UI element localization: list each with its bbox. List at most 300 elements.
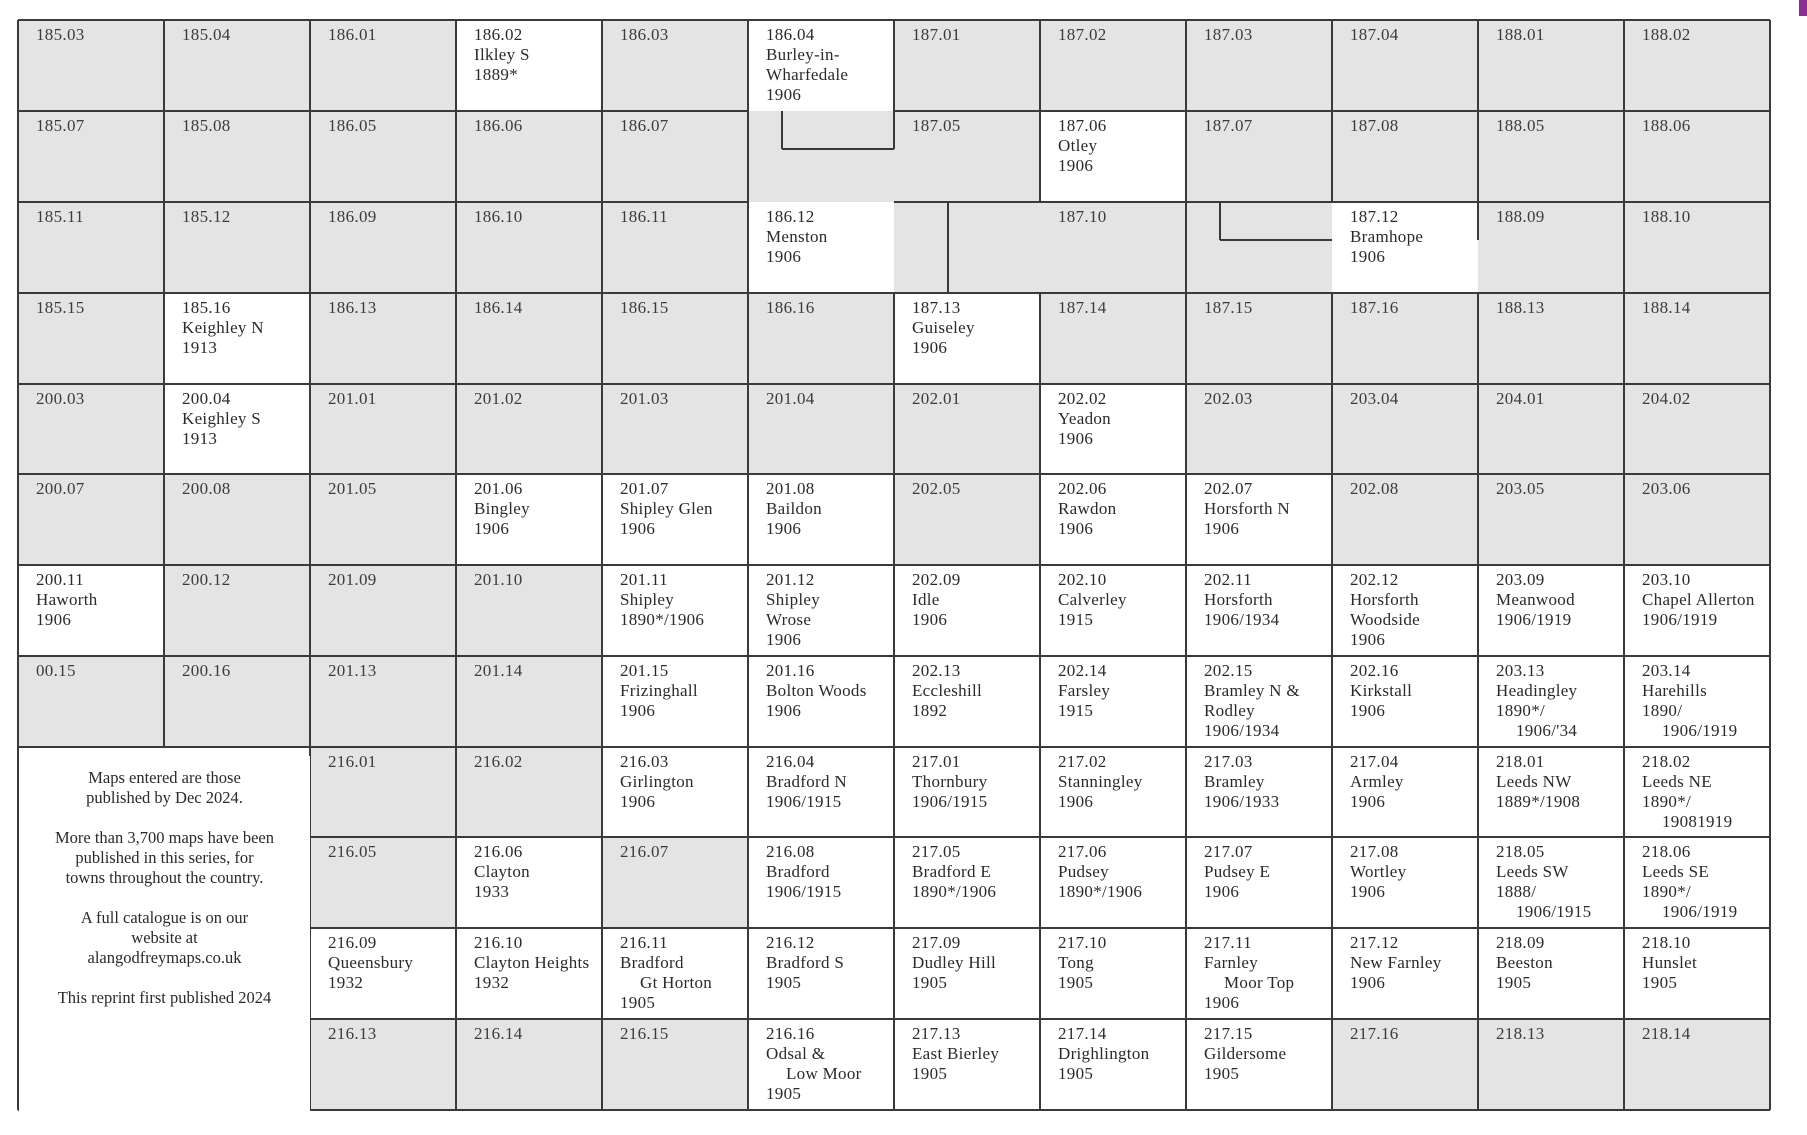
sheet-cell <box>602 111 748 202</box>
grid-line <box>1039 293 1041 1110</box>
sheet-number: 216.05 <box>328 842 377 861</box>
sheet-cell <box>894 20 1040 111</box>
sheet-cell <box>1478 202 1624 293</box>
sheet-cell <box>894 293 1040 384</box>
sheet-number: 217.12 <box>1350 933 1399 952</box>
sheet-number: 216.09 <box>328 933 377 952</box>
website-link[interactable]: alangodfreymaps.co.uk <box>87 948 242 967</box>
notes-panel <box>19 756 310 1111</box>
sheet-cell <box>748 293 894 384</box>
sheet-number: 204.02 <box>1642 389 1691 408</box>
sheet-number: 202.07 <box>1204 479 1253 498</box>
sheet-number: 201.12 <box>766 570 815 589</box>
sheet-cell <box>894 384 1040 474</box>
sheet-year: 1889* <box>474 65 518 84</box>
sheet-number: 186.09 <box>328 207 377 226</box>
sheet-place: Baildon <box>766 499 822 518</box>
sheet-number: 188.09 <box>1496 207 1545 226</box>
sheet-place: Beeston <box>1496 953 1553 972</box>
grid-line <box>1477 293 1479 1110</box>
sheet-year: 1905 <box>1642 973 1678 992</box>
sheet-cell <box>1624 111 1770 202</box>
sheet-number: 217.11 <box>1204 933 1252 952</box>
sheet-year: 1906/1919 <box>1662 902 1738 921</box>
sheet-place: Clayton Heights <box>474 953 590 972</box>
sheet-year: 1890*/1906 <box>620 610 705 629</box>
sheet-cell <box>310 20 456 111</box>
sheet-year: 1915 <box>1058 701 1094 720</box>
grid-line <box>18 201 748 203</box>
sheet-year: 1906 <box>1204 882 1240 901</box>
sheet-place: Bramley N & <box>1204 681 1300 700</box>
sheet-place: Bradford N <box>766 772 847 791</box>
sheet-number: 186.12 <box>766 207 815 226</box>
sheet-place: Horsforth N <box>1204 499 1290 518</box>
sheet-number <box>766 116 894 136</box>
sheet-place: Armley <box>1350 772 1404 791</box>
sheet-place: Eccleshill <box>912 681 983 700</box>
sheet-place: Kirkstall <box>1350 681 1413 700</box>
note-line: website at <box>131 928 198 947</box>
sheet-cell <box>456 837 602 928</box>
sheet-year: 1906/1919 <box>1662 721 1738 740</box>
sheet-place: Girlington <box>620 772 694 791</box>
sheet-number: 200.03 <box>36 389 85 408</box>
sheet-year: 1906 <box>912 610 948 629</box>
sheet-cell <box>18 565 164 656</box>
sheet-number: 201.01 <box>328 389 377 408</box>
sheet-number: 202.05 <box>912 479 961 498</box>
sheet-year: 19081919 <box>1662 812 1733 831</box>
sheet-year: 1906 <box>1058 429 1094 448</box>
sheet-number: 187.13 <box>912 298 961 317</box>
sheet-place: Clayton <box>474 862 530 881</box>
sheet-cell <box>602 1019 748 1110</box>
sheet-number: 217.08 <box>1350 842 1399 861</box>
sheet-year: 1906/1934 <box>1204 610 1280 629</box>
sheet-number: 188.06 <box>1642 116 1691 135</box>
sheet-number: 186.07 <box>620 116 669 135</box>
sheet-year: 1906/1915 <box>1516 902 1592 921</box>
sheet-number: 217.07 <box>1204 842 1253 861</box>
sheet-cell <box>1186 837 1332 928</box>
sheet-cell <box>18 111 164 202</box>
sheet-cell <box>1624 384 1770 474</box>
sheet-year: 1906 <box>1058 156 1094 175</box>
sheet-cell <box>18 656 164 747</box>
sheet-year: 1906/1919 <box>1496 610 1572 629</box>
sheet-number: 187.08 <box>1350 116 1399 135</box>
sheet-cell <box>456 111 602 202</box>
sheet-year: 1915 <box>1058 610 1094 629</box>
sheet-number: 188.14 <box>1642 298 1691 317</box>
sheet-cell <box>1040 293 1186 384</box>
sheet-number: 217.04 <box>1350 752 1399 771</box>
sheet-cell <box>456 202 602 293</box>
sheet-cell <box>1186 474 1332 565</box>
sheet-cell <box>310 293 456 384</box>
sheet-place: Horsforth <box>1204 590 1273 609</box>
sheet-year: 1932 <box>474 973 510 992</box>
sheet-cell <box>164 384 310 474</box>
sheet-place: East Bierley <box>912 1044 1000 1063</box>
sheet-cell <box>456 20 602 111</box>
sheet-number: 201.08 <box>766 479 815 498</box>
sheet-year: 1906/1915 <box>912 792 988 811</box>
sheet-place: 1890/ <box>1642 701 1683 720</box>
sheet-cell <box>456 656 602 747</box>
sheet-place: Bramley <box>1204 772 1265 791</box>
sheet-number: 217.01 <box>912 752 961 771</box>
sheet-place: Meanwood <box>1496 590 1575 609</box>
sheet-number: 185.16 <box>182 298 231 317</box>
sheet-cell <box>18 384 164 474</box>
sheet-year: 1905 <box>766 973 802 992</box>
sheet-number: 203.10 <box>1642 570 1691 589</box>
sheet-number: 187.02 <box>1058 25 1107 44</box>
sheet-place: Wharfedale <box>766 65 849 84</box>
sheet-number: 218.13 <box>1496 1024 1545 1043</box>
sheet-year: 1906 <box>912 338 948 357</box>
sheet-year: 1906 <box>620 792 656 811</box>
sheet-number: 202.16 <box>1350 661 1399 680</box>
sheet-year: 1906 <box>766 630 802 649</box>
sheet-cell <box>164 565 310 656</box>
grid-line <box>893 20 895 149</box>
sheet-year: 1906 <box>1204 519 1240 538</box>
sheet-cell <box>894 202 1040 293</box>
sheet-number: 216.01 <box>328 752 377 771</box>
sheet-place: Gildersome <box>1204 1044 1287 1063</box>
sheet-place: Rawdon <box>1058 499 1117 518</box>
sheet-number: 200.12 <box>182 570 231 589</box>
sheet-cell <box>602 293 748 384</box>
sheet-cell <box>456 1019 602 1110</box>
sheet-cell <box>1624 202 1770 293</box>
grid-line <box>947 202 949 293</box>
grid-line <box>1331 293 1333 1110</box>
note-published <box>19 768 310 808</box>
sheet-cell <box>164 202 310 293</box>
sheet-place: Bradford <box>766 862 830 881</box>
sheet-cell <box>602 656 748 747</box>
sheet-cell <box>1478 293 1624 384</box>
sheet-cell <box>748 928 894 1019</box>
sheet-cell <box>164 474 310 565</box>
sheet-cell <box>456 928 602 1019</box>
sheet-number: 200.16 <box>182 661 231 680</box>
sheet-cell <box>1478 20 1624 111</box>
sheet-place: Leeds NE <box>1642 772 1712 791</box>
sheet-year: 1913 <box>182 338 218 357</box>
sheet-cell <box>1186 111 1332 202</box>
sheet-place: Horsforth <box>1350 590 1419 609</box>
sheet-number: 201.03 <box>620 389 669 408</box>
sheet-cell <box>310 747 456 837</box>
sheet-number: 202.13 <box>912 661 961 680</box>
sheet-cell <box>894 656 1040 747</box>
sheet-place: Harehills <box>1642 681 1708 700</box>
sheet-number: 217.05 <box>912 842 961 861</box>
sheet-place: Bingley <box>474 499 530 518</box>
sheet-number: 217.16 <box>1350 1024 1399 1043</box>
sheet-year: 1906 <box>1204 993 1240 1012</box>
sheet-cell <box>1040 837 1186 928</box>
sheet-number: 188.05 <box>1496 116 1545 135</box>
sheet-cell <box>1478 1019 1624 1110</box>
sheet-number: 218.01 <box>1496 752 1545 771</box>
grid-line <box>1185 20 1187 1110</box>
sheet-place: Haworth <box>36 590 98 609</box>
sheet-number: 201.07 <box>620 479 669 498</box>
sheet-number: 186.01 <box>328 25 377 44</box>
sheet-cell <box>1624 474 1770 565</box>
sheet-cell <box>456 474 602 565</box>
grid-line <box>601 20 603 1110</box>
sheet-number: 218.14 <box>1642 1024 1691 1043</box>
sheet-cell <box>1186 202 1332 293</box>
sheet-number: 216.03 <box>620 752 669 771</box>
sheet-place: Keighley N <box>182 318 264 337</box>
sheet-year: 1906 <box>1350 792 1386 811</box>
sheet-number: 202.06 <box>1058 479 1107 498</box>
sheet-place: Wrose <box>766 610 812 629</box>
sheet-cell <box>1186 747 1332 837</box>
grid-line <box>1331 20 1333 202</box>
sheet-place: New Farnley <box>1350 953 1442 972</box>
sheet-cell <box>602 474 748 565</box>
sheet-cell <box>1186 384 1332 474</box>
sheet-number: 201.06 <box>474 479 523 498</box>
sheet-cell <box>748 20 894 111</box>
sheet-cell <box>1478 474 1624 565</box>
sheet-cell <box>1186 656 1332 747</box>
sheet-year: 1905 <box>912 973 948 992</box>
sheet-cell <box>1186 20 1332 111</box>
sheet-number: 202.03 <box>1204 389 1253 408</box>
sheet-cell <box>1186 928 1332 1019</box>
sheet-number: 200.04 <box>182 389 231 408</box>
sheet-place: Otley <box>1058 136 1098 155</box>
sheet-place: Pudsey E <box>1204 862 1271 881</box>
sheet-number: 202.15 <box>1204 661 1253 680</box>
sheet-number: 216.16 <box>766 1024 815 1043</box>
sheet-place: Bradford S <box>766 953 845 972</box>
note-series <box>19 828 310 888</box>
sheet-number: 186.05 <box>328 116 377 135</box>
sheet-year: 1905 <box>1496 973 1532 992</box>
sheet-cell <box>18 20 164 111</box>
sheet-place: Bradford <box>620 953 684 972</box>
sheet-number: 218.10 <box>1642 933 1691 952</box>
sheet-year: 1889*/1908 <box>1496 792 1581 811</box>
sheet-number: 186.03 <box>620 25 669 44</box>
sheet-place: Keighley S <box>182 409 262 428</box>
sheet-cell <box>1332 474 1478 565</box>
sheet-place: Idle <box>912 590 940 609</box>
sheet-cell <box>1040 656 1186 747</box>
sheet-cell <box>310 1019 456 1110</box>
sheet-cell <box>1332 565 1478 656</box>
sheet-place: 1888/ <box>1496 882 1537 901</box>
sheet-cell <box>310 111 456 202</box>
sheet-number: 203.09 <box>1496 570 1545 589</box>
sheet-number: 217.14 <box>1058 1024 1107 1043</box>
sheet-cell <box>894 928 1040 1019</box>
sheet-cell <box>1040 1019 1186 1110</box>
sheet-cell <box>456 384 602 474</box>
note-reprint <box>19 988 310 1008</box>
sheet-year: 1906 <box>1350 882 1386 901</box>
sheet-year: 1892 <box>912 701 948 720</box>
sheet-cell <box>456 747 602 837</box>
sheet-cell <box>602 928 748 1019</box>
sheet-place: Shipley <box>620 590 675 609</box>
sheet-cell <box>602 565 748 656</box>
sheet-cell <box>1332 928 1478 1019</box>
sheet-cell <box>1332 202 1478 293</box>
sheet-number: 218.02 <box>1642 752 1691 771</box>
sheet-place: Leeds NW <box>1496 772 1572 791</box>
sheet-place: Stanningley <box>1058 772 1143 791</box>
sheet-cell <box>310 565 456 656</box>
sheet-year: 1905 <box>1058 973 1094 992</box>
sheet-year: 1906/1915 <box>766 882 842 901</box>
sheet-cell <box>894 747 1040 837</box>
sheet-number: 185.04 <box>182 25 231 44</box>
sheet-year: 1906/1933 <box>1204 792 1280 811</box>
sheet-number: 217.13 <box>912 1024 961 1043</box>
sheet-number: 200.07 <box>36 479 85 498</box>
sheet-number: 203.14 <box>1642 661 1691 680</box>
grid-line <box>781 111 783 149</box>
grid-line <box>18 110 748 112</box>
sheet-cell <box>310 656 456 747</box>
sheet-number: 216.04 <box>766 752 815 771</box>
sheet-number: 186.10 <box>474 207 523 226</box>
sheet-number <box>912 207 1040 227</box>
sheet-cell <box>1040 474 1186 565</box>
sheet-cell <box>1478 837 1624 928</box>
sheet-place: Tong <box>1058 953 1094 972</box>
sheet-cell <box>1478 656 1624 747</box>
sheet-number: 203.13 <box>1496 661 1545 680</box>
sheet-number: 187.04 <box>1350 25 1399 44</box>
note-line: A full catalogue is on our <box>80 908 249 927</box>
sheet-place: Thornbury <box>912 772 988 791</box>
sheet-number: 216.11 <box>620 933 668 952</box>
sheet-place: Hunslet <box>1642 953 1697 972</box>
sheet-cell <box>748 202 894 293</box>
sheet-year: 1906 <box>766 519 802 538</box>
sheet-place: Guiseley <box>912 318 975 337</box>
grid-line <box>747 20 749 1110</box>
sheet-cell <box>1478 111 1624 202</box>
sheet-year: 1906 <box>1350 973 1386 992</box>
sheet-number: 201.14 <box>474 661 523 680</box>
sheet-cell <box>1478 747 1624 837</box>
sheet-number: 217.06 <box>1058 842 1107 861</box>
sheet-number: 202.11 <box>1204 570 1252 589</box>
sheet-place: Leeds SE <box>1642 862 1710 881</box>
sheet-number: 200.08 <box>182 479 231 498</box>
sheet-number: 216.06 <box>474 842 523 861</box>
sheet-place: Pudsey <box>1058 862 1109 881</box>
note-line: This reprint first published 2024 <box>57 988 272 1007</box>
sheet-place: Drighlington <box>1058 1044 1150 1063</box>
sheet-cell <box>1332 384 1478 474</box>
sheet-number: 186.11 <box>620 207 668 226</box>
sheet-cell <box>1332 20 1478 111</box>
sheet-number: 201.04 <box>766 389 815 408</box>
sheet-cell <box>748 474 894 565</box>
sheet-cell <box>1040 202 1186 293</box>
grid-line <box>1477 20 1479 240</box>
sheet-cell <box>1624 747 1770 837</box>
grid-line <box>1623 20 1625 1110</box>
sheet-cell <box>456 565 602 656</box>
sheet-cell <box>1624 1019 1770 1110</box>
sheet-number: 216.10 <box>474 933 523 952</box>
sheet-number: 201.10 <box>474 570 523 589</box>
sheet-number: 187.06 <box>1058 116 1107 135</box>
sheet-place: Ilkley S <box>474 45 530 64</box>
sheet-cell <box>1332 747 1478 837</box>
sheet-place: Gt Horton <box>640 973 713 992</box>
sheet-year: 1905 <box>620 993 656 1012</box>
sheet-place: Odsal & <box>766 1044 826 1063</box>
sheet-number: 216.12 <box>766 933 815 952</box>
sheet-number: 185.03 <box>36 25 85 44</box>
sheet-cell <box>748 111 894 202</box>
sheet-number: 185.08 <box>182 116 231 135</box>
sheet-number: 217.03 <box>1204 752 1253 771</box>
sheet-number: 188.02 <box>1642 25 1691 44</box>
sheet-number: 185.15 <box>36 298 85 317</box>
sheet-number: 202.02 <box>1058 389 1107 408</box>
sheet-cell <box>164 293 310 384</box>
sheet-cell <box>602 837 748 928</box>
sheet-number: 201.09 <box>328 570 377 589</box>
sheet-cell <box>748 384 894 474</box>
sheet-number: 216.02 <box>474 752 523 771</box>
sheet-year: 1906 <box>1350 247 1386 266</box>
sheet-cell <box>1186 1019 1332 1110</box>
grid-line <box>455 20 457 1110</box>
sheet-cell <box>1478 565 1624 656</box>
sheet-cell <box>1040 111 1186 202</box>
sheet-year: 1906 <box>1350 630 1386 649</box>
sheet-year: 1906 <box>766 85 802 104</box>
sheet-year: 1906 <box>36 610 72 629</box>
sheet-year: 1906/'34 <box>1516 721 1578 740</box>
sheet-cell <box>748 656 894 747</box>
sheet-number: 203.06 <box>1642 479 1691 498</box>
sheet-cell <box>1624 656 1770 747</box>
sheet-year: 1906 <box>766 247 802 266</box>
sheet-year: 1906 <box>620 701 656 720</box>
sheet-place: Low Moor <box>786 1064 862 1083</box>
sheet-cell <box>748 1019 894 1110</box>
sheet-number: 202.12 <box>1350 570 1399 589</box>
note-line: towns throughout the country. <box>65 868 264 887</box>
sheet-year: 1906 <box>474 519 510 538</box>
note-line: More than 3,700 maps have been <box>54 828 275 847</box>
sheet-cell <box>1040 384 1186 474</box>
sheet-number: 187.03 <box>1204 25 1253 44</box>
sheet-number: 201.05 <box>328 479 377 498</box>
sheet-number: 201.11 <box>620 570 668 589</box>
